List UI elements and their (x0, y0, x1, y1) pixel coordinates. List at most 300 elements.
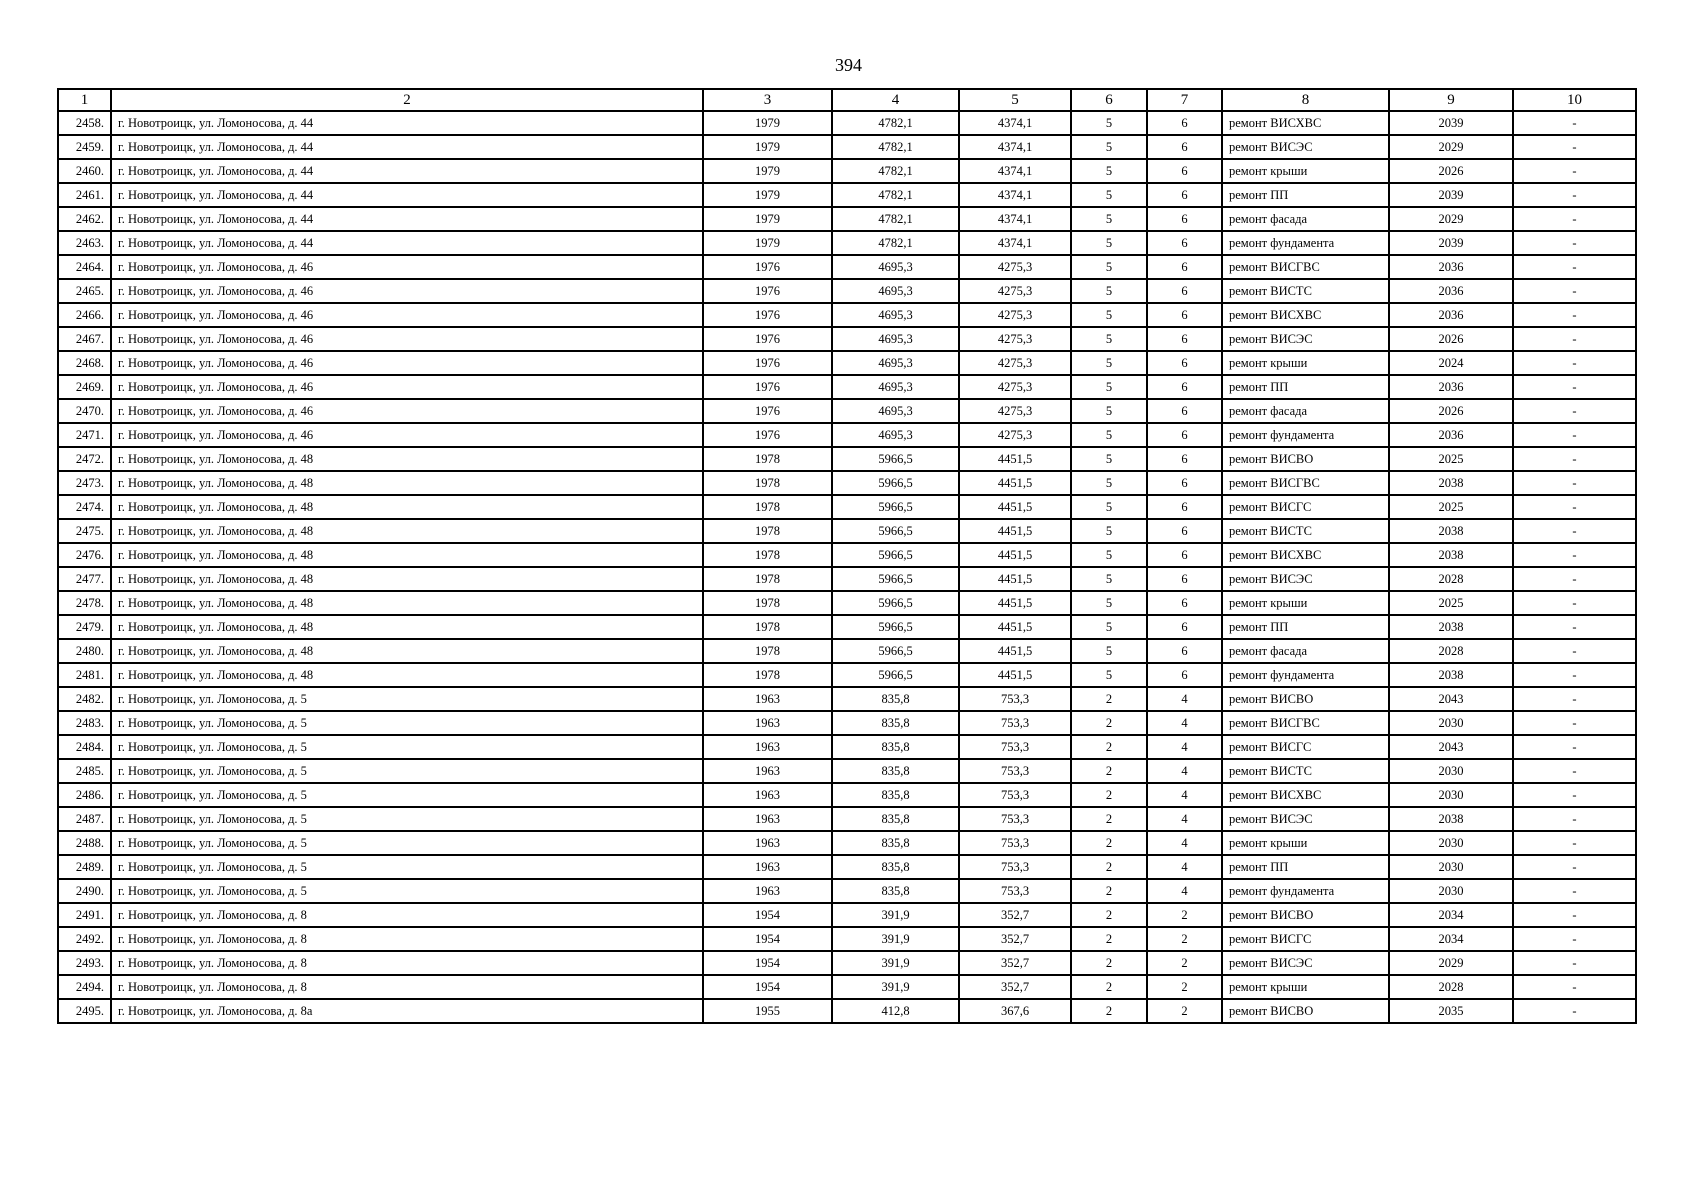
floors-cell: 5 (1071, 495, 1147, 519)
planned-year-cell: 2034 (1389, 903, 1513, 927)
living-area-cell: 4451,5 (959, 447, 1071, 471)
year-built-cell: 1976 (703, 279, 832, 303)
living-area-cell: 352,7 (959, 927, 1071, 951)
year-built-cell: 1976 (703, 423, 832, 447)
table-header (58, 89, 1636, 111)
total-area-cell: 4695,3 (832, 375, 959, 399)
work-type-cell: ремонт ВИСТС (1222, 519, 1389, 543)
row-number-cell: 2487. (58, 807, 111, 831)
total-area-cell: 5966,5 (832, 639, 959, 663)
year-built-cell: 1978 (703, 567, 832, 591)
address-cell: г. Новотроицк, ул. Ломоносова, д. 5 (111, 855, 703, 879)
year-built-cell: 1978 (703, 663, 832, 687)
address-cell: г. Новотроицк, ул. Ломоносова, д. 48 (111, 567, 703, 591)
note-cell: - (1513, 567, 1636, 591)
address-cell: г. Новотроицк, ул. Ломоносова, д. 46 (111, 279, 703, 303)
entrances-cell: 6 (1147, 423, 1222, 447)
total-area-cell: 412,8 (832, 999, 959, 1023)
table-row (58, 831, 1636, 855)
note-cell: - (1513, 255, 1636, 279)
row-number-cell: 2461. (58, 183, 111, 207)
entrances-cell: 2 (1147, 903, 1222, 927)
living-area-cell: 753,3 (959, 831, 1071, 855)
living-area-cell: 4374,1 (959, 111, 1071, 135)
table-row (58, 975, 1636, 999)
living-area-cell: 352,7 (959, 903, 1071, 927)
planned-year-cell: 2024 (1389, 351, 1513, 375)
table-row (58, 495, 1636, 519)
address-cell: г. Новотроицк, ул. Ломоносова, д. 5 (111, 783, 703, 807)
work-type-cell: ремонт ВИСЭС (1222, 567, 1389, 591)
floors-cell: 2 (1071, 687, 1147, 711)
work-type-cell: ремонт ВИСЭС (1222, 135, 1389, 159)
entrances-cell: 6 (1147, 375, 1222, 399)
floors-cell: 5 (1071, 639, 1147, 663)
work-type-cell: ремонт ВИСХВС (1222, 543, 1389, 567)
work-type-cell: ремонт ВИСГС (1222, 735, 1389, 759)
table-row (58, 879, 1636, 903)
living-area-cell: 4374,1 (959, 135, 1071, 159)
total-area-cell: 4782,1 (832, 231, 959, 255)
entrances-cell: 2 (1147, 927, 1222, 951)
work-type-cell: ремонт ВИСХВС (1222, 303, 1389, 327)
column-header-2: 2 (111, 89, 703, 111)
entrances-cell: 6 (1147, 159, 1222, 183)
address-cell: г. Новотроицк, ул. Ломоносова, д. 46 (111, 423, 703, 447)
living-area-cell: 753,3 (959, 711, 1071, 735)
living-area-cell: 4451,5 (959, 615, 1071, 639)
work-type-cell: ремонт крыши (1222, 159, 1389, 183)
work-type-cell: ремонт ВИСВО (1222, 903, 1389, 927)
living-area-cell: 753,3 (959, 735, 1071, 759)
planned-year-cell: 2026 (1389, 159, 1513, 183)
entrances-cell: 6 (1147, 639, 1222, 663)
year-built-cell: 1963 (703, 807, 832, 831)
entrances-cell: 6 (1147, 591, 1222, 615)
total-area-cell: 4782,1 (832, 135, 959, 159)
total-area-cell: 5966,5 (832, 495, 959, 519)
column-header-4: 4 (832, 89, 959, 111)
row-number-cell: 2485. (58, 759, 111, 783)
floors-cell: 5 (1071, 567, 1147, 591)
living-area-cell: 4451,5 (959, 495, 1071, 519)
year-built-cell: 1963 (703, 687, 832, 711)
note-cell: - (1513, 759, 1636, 783)
work-type-cell: ремонт ВИСХВС (1222, 111, 1389, 135)
row-number-cell: 2464. (58, 255, 111, 279)
work-type-cell: ремонт ВИСЭС (1222, 807, 1389, 831)
total-area-cell: 391,9 (832, 951, 959, 975)
floors-cell: 5 (1071, 471, 1147, 495)
address-cell: г. Новотроицк, ул. Ломоносова, д. 46 (111, 375, 703, 399)
total-area-cell: 4695,3 (832, 351, 959, 375)
year-built-cell: 1978 (703, 447, 832, 471)
total-area-cell: 4695,3 (832, 399, 959, 423)
year-built-cell: 1979 (703, 183, 832, 207)
address-cell: г. Новотроицк, ул. Ломоносова, д. 8 (111, 927, 703, 951)
note-cell: - (1513, 471, 1636, 495)
address-cell: г. Новотроицк, ул. Ломоносова, д. 46 (111, 351, 703, 375)
floors-cell: 2 (1071, 975, 1147, 999)
total-area-cell: 5966,5 (832, 519, 959, 543)
total-area-cell: 5966,5 (832, 471, 959, 495)
planned-year-cell: 2038 (1389, 519, 1513, 543)
address-cell: г. Новотроицк, ул. Ломоносова, д. 8 (111, 903, 703, 927)
table-row (58, 255, 1636, 279)
table-row (58, 663, 1636, 687)
total-area-cell: 4695,3 (832, 327, 959, 351)
floors-cell: 2 (1071, 735, 1147, 759)
work-type-cell: ремонт крыши (1222, 975, 1389, 999)
entrances-cell: 4 (1147, 711, 1222, 735)
address-cell: г. Новотроицк, ул. Ломоносова, д. 44 (111, 207, 703, 231)
year-built-cell: 1963 (703, 735, 832, 759)
work-type-cell: ремонт ВИСГВС (1222, 711, 1389, 735)
floors-cell: 5 (1071, 111, 1147, 135)
floors-cell: 5 (1071, 351, 1147, 375)
entrances-cell: 2 (1147, 951, 1222, 975)
planned-year-cell: 2038 (1389, 615, 1513, 639)
work-type-cell: ремонт фасада (1222, 207, 1389, 231)
note-cell: - (1513, 495, 1636, 519)
living-area-cell: 4451,5 (959, 543, 1071, 567)
address-cell: г. Новотроицк, ул. Ломоносова, д. 5 (111, 735, 703, 759)
year-built-cell: 1976 (703, 375, 832, 399)
row-number-cell: 2482. (58, 687, 111, 711)
note-cell: - (1513, 951, 1636, 975)
planned-year-cell: 2038 (1389, 663, 1513, 687)
row-number-cell: 2460. (58, 159, 111, 183)
living-area-cell: 4451,5 (959, 567, 1071, 591)
total-area-cell: 391,9 (832, 927, 959, 951)
floors-cell: 5 (1071, 519, 1147, 543)
total-area-cell: 835,8 (832, 855, 959, 879)
table-row (58, 351, 1636, 375)
table-row (58, 519, 1636, 543)
entrances-cell: 6 (1147, 543, 1222, 567)
row-number-cell: 2468. (58, 351, 111, 375)
year-built-cell: 1978 (703, 591, 832, 615)
row-number-cell: 2467. (58, 327, 111, 351)
floors-cell: 2 (1071, 903, 1147, 927)
row-number-cell: 2459. (58, 135, 111, 159)
entrances-cell: 6 (1147, 327, 1222, 351)
year-built-cell: 1978 (703, 519, 832, 543)
entrances-cell: 2 (1147, 999, 1222, 1023)
note-cell: - (1513, 279, 1636, 303)
entrances-cell: 6 (1147, 279, 1222, 303)
address-cell: г. Новотроицк, ул. Ломоносова, д. 44 (111, 159, 703, 183)
work-type-cell: ремонт ВИСВО (1222, 999, 1389, 1023)
year-built-cell: 1978 (703, 471, 832, 495)
note-cell: - (1513, 399, 1636, 423)
table-row (58, 111, 1636, 135)
entrances-cell: 6 (1147, 663, 1222, 687)
total-area-cell: 391,9 (832, 903, 959, 927)
total-area-cell: 835,8 (832, 759, 959, 783)
floors-cell: 2 (1071, 879, 1147, 903)
living-area-cell: 753,3 (959, 879, 1071, 903)
address-cell: г. Новотроицк, ул. Ломоносова, д. 48 (111, 495, 703, 519)
note-cell: - (1513, 903, 1636, 927)
floors-cell: 2 (1071, 831, 1147, 855)
address-cell: г. Новотроицк, ул. Ломоносова, д. 44 (111, 135, 703, 159)
entrances-cell: 6 (1147, 303, 1222, 327)
floors-cell: 5 (1071, 591, 1147, 615)
page-number: 394 (835, 55, 862, 75)
planned-year-cell: 2029 (1389, 951, 1513, 975)
note-cell: - (1513, 303, 1636, 327)
table-row (58, 639, 1636, 663)
entrances-cell: 4 (1147, 855, 1222, 879)
planned-year-cell: 2043 (1389, 735, 1513, 759)
floors-cell: 2 (1071, 855, 1147, 879)
living-area-cell: 4275,3 (959, 279, 1071, 303)
floors-cell: 5 (1071, 255, 1147, 279)
planned-year-cell: 2028 (1389, 639, 1513, 663)
work-type-cell: ремонт ВИСТС (1222, 759, 1389, 783)
column-header-9: 9 (1389, 89, 1513, 111)
table-row (58, 711, 1636, 735)
repair-schedule-table (57, 88, 1637, 1024)
year-built-cell: 1963 (703, 855, 832, 879)
living-area-cell: 4451,5 (959, 471, 1071, 495)
total-area-cell: 5966,5 (832, 567, 959, 591)
address-cell: г. Новотроицк, ул. Ломоносова, д. 46 (111, 327, 703, 351)
floors-cell: 2 (1071, 711, 1147, 735)
planned-year-cell: 2039 (1389, 183, 1513, 207)
planned-year-cell: 2036 (1389, 375, 1513, 399)
note-cell: - (1513, 327, 1636, 351)
row-number-cell: 2466. (58, 303, 111, 327)
note-cell: - (1513, 927, 1636, 951)
work-type-cell: ремонт ВИСВО (1222, 447, 1389, 471)
planned-year-cell: 2025 (1389, 591, 1513, 615)
floors-cell: 5 (1071, 135, 1147, 159)
total-area-cell: 835,8 (832, 687, 959, 711)
table-row (58, 159, 1636, 183)
year-built-cell: 1976 (703, 303, 832, 327)
row-number-cell: 2479. (58, 615, 111, 639)
note-cell: - (1513, 135, 1636, 159)
entrances-cell: 6 (1147, 615, 1222, 639)
note-cell: - (1513, 807, 1636, 831)
note-cell: - (1513, 783, 1636, 807)
year-built-cell: 1979 (703, 111, 832, 135)
year-built-cell: 1954 (703, 903, 832, 927)
address-cell: г. Новотроицк, ул. Ломоносова, д. 46 (111, 255, 703, 279)
floors-cell: 5 (1071, 375, 1147, 399)
total-area-cell: 4782,1 (832, 183, 959, 207)
note-cell: - (1513, 591, 1636, 615)
table-row (58, 399, 1636, 423)
address-cell: г. Новотроицк, ул. Ломоносова, д. 5 (111, 759, 703, 783)
planned-year-cell: 2036 (1389, 255, 1513, 279)
row-number-cell: 2494. (58, 975, 111, 999)
address-cell: г. Новотроицк, ул. Ломоносова, д. 46 (111, 399, 703, 423)
column-header-6: 6 (1071, 89, 1147, 111)
table-row (58, 327, 1636, 351)
row-number-cell: 2484. (58, 735, 111, 759)
row-number-cell: 2492. (58, 927, 111, 951)
entrances-cell: 4 (1147, 807, 1222, 831)
work-type-cell: ремонт фасада (1222, 639, 1389, 663)
note-cell: - (1513, 111, 1636, 135)
table-row (58, 447, 1636, 471)
row-number-cell: 2477. (58, 567, 111, 591)
table-row (58, 807, 1636, 831)
row-number-cell: 2481. (58, 663, 111, 687)
table-row (58, 855, 1636, 879)
row-number-cell: 2473. (58, 471, 111, 495)
address-cell: г. Новотроицк, ул. Ломоносова, д. 48 (111, 471, 703, 495)
living-area-cell: 4451,5 (959, 519, 1071, 543)
work-type-cell: ремонт ВИСЭС (1222, 951, 1389, 975)
row-number-cell: 2463. (58, 231, 111, 255)
total-area-cell: 835,8 (832, 831, 959, 855)
floors-cell: 2 (1071, 759, 1147, 783)
address-cell: г. Новотроицк, ул. Ломоносова, д. 48 (111, 663, 703, 687)
row-number-cell: 2475. (58, 519, 111, 543)
note-cell: - (1513, 855, 1636, 879)
table-row (58, 303, 1636, 327)
note-cell: - (1513, 375, 1636, 399)
address-cell: г. Новотроицк, ул. Ломоносова, д. 5 (111, 687, 703, 711)
floors-cell: 5 (1071, 183, 1147, 207)
planned-year-cell: 2025 (1389, 495, 1513, 519)
entrances-cell: 4 (1147, 783, 1222, 807)
living-area-cell: 4275,3 (959, 303, 1071, 327)
living-area-cell: 4374,1 (959, 159, 1071, 183)
note-cell: - (1513, 735, 1636, 759)
note-cell: - (1513, 639, 1636, 663)
note-cell: - (1513, 423, 1636, 447)
table-row (58, 903, 1636, 927)
floors-cell: 5 (1071, 615, 1147, 639)
year-built-cell: 1976 (703, 327, 832, 351)
planned-year-cell: 2038 (1389, 807, 1513, 831)
total-area-cell: 4695,3 (832, 303, 959, 327)
address-cell: г. Новотроицк, ул. Ломоносова, д. 48 (111, 519, 703, 543)
planned-year-cell: 2030 (1389, 783, 1513, 807)
planned-year-cell: 2036 (1389, 279, 1513, 303)
address-cell: г. Новотроицк, ул. Ломоносова, д. 5 (111, 831, 703, 855)
address-cell: г. Новотроицк, ул. Ломоносова, д. 46 (111, 303, 703, 327)
total-area-cell: 5966,5 (832, 615, 959, 639)
header-row (58, 89, 1636, 111)
work-type-cell: ремонт фасада (1222, 399, 1389, 423)
note-cell: - (1513, 663, 1636, 687)
year-built-cell: 1978 (703, 615, 832, 639)
planned-year-cell: 2029 (1389, 135, 1513, 159)
living-area-cell: 753,3 (959, 807, 1071, 831)
row-number-cell: 2493. (58, 951, 111, 975)
year-built-cell: 1979 (703, 159, 832, 183)
table-row (58, 759, 1636, 783)
work-type-cell: ремонт ПП (1222, 183, 1389, 207)
year-built-cell: 1976 (703, 399, 832, 423)
note-cell: - (1513, 879, 1636, 903)
column-header-7: 7 (1147, 89, 1222, 111)
planned-year-cell: 2038 (1389, 543, 1513, 567)
total-area-cell: 835,8 (832, 807, 959, 831)
planned-year-cell: 2026 (1389, 399, 1513, 423)
entrances-cell: 6 (1147, 183, 1222, 207)
total-area-cell: 835,8 (832, 879, 959, 903)
year-built-cell: 1979 (703, 231, 832, 255)
table-row (58, 231, 1636, 255)
address-cell: г. Новотроицк, ул. Ломоносова, д. 5 (111, 711, 703, 735)
living-area-cell: 4451,5 (959, 591, 1071, 615)
planned-year-cell: 2029 (1389, 207, 1513, 231)
total-area-cell: 4695,3 (832, 279, 959, 303)
column-header-5: 5 (959, 89, 1071, 111)
living-area-cell: 4275,3 (959, 351, 1071, 375)
work-type-cell: ремонт ВИСТС (1222, 279, 1389, 303)
planned-year-cell: 2036 (1389, 303, 1513, 327)
living-area-cell: 4374,1 (959, 207, 1071, 231)
total-area-cell: 391,9 (832, 975, 959, 999)
row-number-cell: 2495. (58, 999, 111, 1023)
row-number-cell: 2480. (58, 639, 111, 663)
note-cell: - (1513, 975, 1636, 999)
planned-year-cell: 2030 (1389, 711, 1513, 735)
entrances-cell: 6 (1147, 207, 1222, 231)
note-cell: - (1513, 831, 1636, 855)
year-built-cell: 1976 (703, 351, 832, 375)
row-number-cell: 2474. (58, 495, 111, 519)
row-number-cell: 2471. (58, 423, 111, 447)
floors-cell: 2 (1071, 951, 1147, 975)
year-built-cell: 1963 (703, 879, 832, 903)
planned-year-cell: 2030 (1389, 759, 1513, 783)
year-built-cell: 1954 (703, 975, 832, 999)
note-cell: - (1513, 231, 1636, 255)
work-type-cell: ремонт крыши (1222, 591, 1389, 615)
total-area-cell: 5966,5 (832, 543, 959, 567)
planned-year-cell: 2030 (1389, 855, 1513, 879)
floors-cell: 2 (1071, 783, 1147, 807)
living-area-cell: 352,7 (959, 951, 1071, 975)
living-area-cell: 352,7 (959, 975, 1071, 999)
row-number-cell: 2469. (58, 375, 111, 399)
work-type-cell: ремонт ВИСВО (1222, 687, 1389, 711)
row-number-cell: 2462. (58, 207, 111, 231)
living-area-cell: 753,3 (959, 759, 1071, 783)
table-row (58, 375, 1636, 399)
total-area-cell: 4695,3 (832, 423, 959, 447)
row-number-cell: 2486. (58, 783, 111, 807)
row-number-cell: 2470. (58, 399, 111, 423)
entrances-cell: 4 (1147, 735, 1222, 759)
floors-cell: 5 (1071, 207, 1147, 231)
table-row (58, 423, 1636, 447)
entrances-cell: 6 (1147, 471, 1222, 495)
column-header-3: 3 (703, 89, 832, 111)
total-area-cell: 4782,1 (832, 207, 959, 231)
planned-year-cell: 2035 (1389, 999, 1513, 1023)
total-area-cell: 835,8 (832, 783, 959, 807)
floors-cell: 2 (1071, 999, 1147, 1023)
table-row (58, 927, 1636, 951)
address-cell: г. Новотроицк, ул. Ломоносова, д. 44 (111, 111, 703, 135)
living-area-cell: 4374,1 (959, 183, 1071, 207)
table-row (58, 615, 1636, 639)
planned-year-cell: 2034 (1389, 927, 1513, 951)
work-type-cell: ремонт ВИСГС (1222, 495, 1389, 519)
table-row (58, 591, 1636, 615)
table-row (58, 735, 1636, 759)
